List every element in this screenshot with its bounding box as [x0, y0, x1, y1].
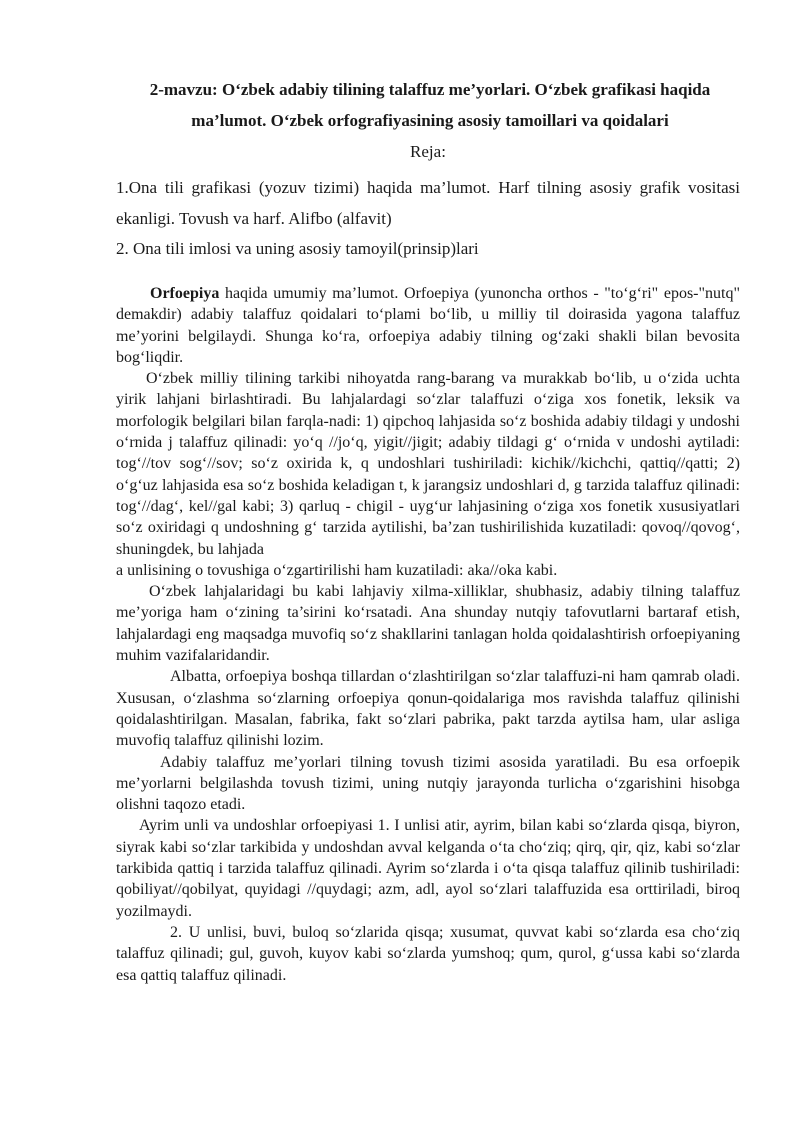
title-line-2: ma’lumot. O‘zbek orfografiyasining asosiy tamoillari va qoidalari — [191, 111, 669, 130]
paragraph-orfoepiya — [116, 283, 740, 368]
document-body — [116, 283, 740, 986]
term-orfoepiya: Orfoepiya — [150, 285, 220, 302]
paragraph-lahjalar: O‘zbek milliy tilining tarkibi nihoyatda rang-barang va murakkab bo‘lib, u o‘zida uchta yirik lahjani birlashtiradi. Bu lahjalardagi so‘zlar talaffuzi o‘ziga xos fonetik, leksik va morfologik belgilari bilan farqla-nadi: 1) qipchoq lahjasida so‘z boshida adabiy tildagi y undoshi o‘rnida j talaffuz qilinadi: yo‘q //jo‘q, yigit//jigit; adabiy tildagi g‘ o‘rnida v undoshi aytiladi: tog‘//tov sog‘//sov; so‘z oxirida k, q undoshlari tushiriladi: kichik//kichchi, qattiq//qatti; 2) o‘g‘uz lahjasida esa so‘z boshida keladigan t, k jarangsiz undoshlari d, g tarzida talaffuz qilinadi: tog‘//dag‘, kel//gal kabi; 3) qarluq - chigil - uyg‘ur lahjasining o‘ziga xos fonetik xususiyatlari so‘z oxiridagi q undoshning g‘ tarzida aytilishi, ba’zan tushirilishida kuzatiladi: qovoq//qovog‘, shuningdek, bu lahjada — [116, 370, 740, 558]
paragraph-lahjalar-tail: a unlisining o tovushiga o‘zgartirilishi ham kuzatiladi: aka//oka kabi. — [116, 561, 558, 579]
document-title — [110, 74, 750, 136]
paragraph-text: haqida umumiy ma’lumot. Orfoepiya (yunoncha orthos - "to‘g‘ri" epos-"nutq" demakdir) adabiy talaffuz qoidalari to‘plami bo‘lib, u milliy til doirasida yagona talaffuz me’yorini belgilaydi. Shunga ko‘ra, orfoepiya adabiy tilning og‘zaki shakli bilan bevosita bog‘liqdir. — [116, 285, 740, 366]
plan-item-1: 1.Ona tili grafikasi (yozuv tizimi) haqida ma’lumot. Harf tilning asosiy grafik vositasi ekanligi. Tovush va harf. Alifbo (alfavit) — [116, 178, 740, 228]
paragraph-talaffuz-meyorlari: Adabiy talaffuz me’yorlari tilning tovush tizimi asosida yaratiladi. Bu esa orfoepik me’yorlarni belgilashda tovush tizimi, uning nutqiy jarayonda turlicha o‘zgarishini hisobga olishni taqozo etadi. — [116, 753, 740, 814]
title-line-1: 2-mavzu: O‘zbek adabiy tilining talaffuz me’yorlari. O‘zbek grafikasi haqida — [149, 80, 711, 99]
plan-heading: Reja: — [410, 142, 446, 161]
paragraph-ozlashma: Albatta, orfoepiya boshqa tillardan o‘zlashtirilgan so‘zlar talaffuzi-ni ham qamrab oladi. Xususan, o‘zlashma so‘zlarning orfoepiya qonun-qoidalariga mos ravishda talaffuz qilinishi qoidalashtirilgan. Masalan, fabrika, fakt so‘zlari pabrika, pakt tarzda aytilsa ham, ular asliga muvofiq talaffuz qilinishi lozim. — [116, 668, 740, 750]
plan-item-2: 2. Ona tili imlosi va uning asosiy tamoyil(prinsip)lari — [116, 239, 479, 258]
paragraph-u-unlisi: 2. U unlisi, buvi, buloq so‘zlarida qisqa; xusumat, quvvat kabi so‘zlarda esa cho‘ziq talaffuz qilinadi; gul, guvoh, kuyov kabi so‘zlarda yumshoq; qum, qurol, g‘ussa kabi so‘zlarda esa qattiq talaffuz qilinadi. — [116, 923, 740, 984]
paragraph-unli-undosh: Ayrim unli va undoshlar orfoepiyasi 1. I unlisi atir, ayrim, bilan kabi so‘zlarda qisqa, biyron, siyrak kabi so‘zlar tarkibida y undoshdan avval kelganda o‘ta cho‘ziq; qirq, qir, qiz, kabi so‘zlar tarkibida qattiq i tarzida talaffuz qilinadi. Ayrim so‘zlarda i o‘ta qisqa talaffuz qilinib tushiriladi: qobiliyat//qobilyat, quyidagi //quydagi; azm, adl, ayol so‘zlari talaffuzida esa orttiriladi, biroq yozilmaydi. — [116, 817, 740, 920]
paragraph-tafovutlar: O‘zbek lahjalaridagi bu kabi lahjaviy xilma-xilliklar, shubhasiz, adabiy tilning talaffuz me’yoriga ham o‘zining ta’sirini ko‘rsatadi. Ana shunday nutqiy tafovutlarni bartaraf etish, lahjalardagi eng maqsadga muvofiq so‘z shakllarini tanlagan holda qoidalashtirish orfoepiyaning muhim vazifalaridandir. — [116, 583, 740, 665]
